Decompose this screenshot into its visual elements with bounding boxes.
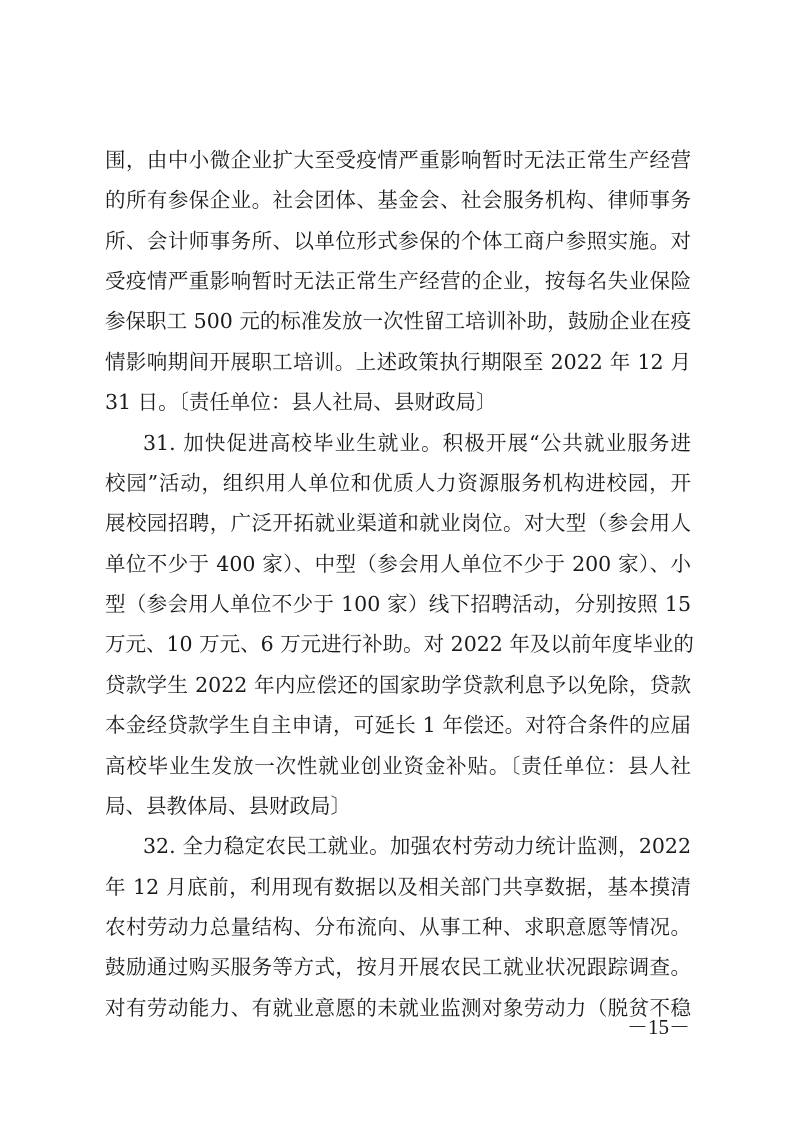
page-number: －15－ bbox=[627, 1015, 690, 1039]
text-line: 31 日。〔责任单位：县人社局、县财政局〕 bbox=[105, 390, 497, 414]
text-line: 鼓励通过购买服务等方式，按月开展农民工就业状况跟踪调查。 bbox=[105, 955, 691, 979]
text-line: 围，由中小微企业扩大至受疫情严重影响暂时无法正常生产经营 bbox=[105, 148, 691, 172]
text-line: 校园”活动，组织用人单位和优质人力资源服务机构进校园，开 bbox=[105, 471, 691, 495]
text-line: 展校园招聘，广泛开拓就业渠道和就业岗位。对大型（参会用人 bbox=[105, 511, 691, 535]
text-line: 本金经贷款学生自主申请，可延长 1 年偿还。对符合条件的应届 bbox=[105, 713, 691, 737]
text-line: 万元、10 万元、6 万元进行补助。对 2022 年及以前年度毕业的 bbox=[105, 632, 694, 656]
text-line: 所、会计师事务所、以单位形式参保的个体工商户参照实施。对 bbox=[105, 229, 691, 253]
text-line: 农村劳动力总量结构、分布流向、从事工种、求职意愿等情况。 bbox=[105, 915, 691, 939]
text-line: 贷款学生 2022 年内应偿还的国家助学贷款利息予以免除，贷款 bbox=[105, 673, 691, 697]
text-line: 单位不少于 400 家）、中型（参会用人单位不少于 200 家）、小 bbox=[105, 552, 691, 576]
text-line: 受疫情严重影响暂时无法正常生产经营的企业，按每名失业保险 bbox=[105, 269, 691, 293]
text-line: 的所有参保企业。社会团体、基金会、社会服务机构、律师事务 bbox=[105, 188, 691, 212]
text-line: 参保职工 500 元的标准发放一次性留工培训补助，鼓励企业在疫 bbox=[105, 309, 691, 333]
text-line: 高校毕业生发放一次性就业创业资金补贴。〔责任单位：县人社 bbox=[105, 754, 691, 778]
section-31-heading-line: 31. 加快促进高校毕业生就业。积极开展“公共就业服务进 bbox=[143, 431, 691, 455]
text-line: 局、县教体局、县财政局〕 bbox=[105, 794, 351, 818]
text-line: 对有劳动能力、有就业意愿的未就业监测对象劳动力（脱贫不稳 bbox=[105, 996, 691, 1020]
text-line: 型（参会用人单位不少于 100 家）线下招聘活动，分别按照 15 bbox=[105, 592, 691, 616]
text-line: 年 12 月底前，利用现有数据以及相关部门共享数据，基本摸清 bbox=[105, 875, 691, 899]
section-32-heading-line: 32. 全力稳定农民工就业。加强农村劳动力统计监测，2022 bbox=[143, 834, 691, 858]
text-line: 情影响期间开展职工培训。上述政策执行期限至 2022 年 12 月 bbox=[105, 350, 691, 374]
